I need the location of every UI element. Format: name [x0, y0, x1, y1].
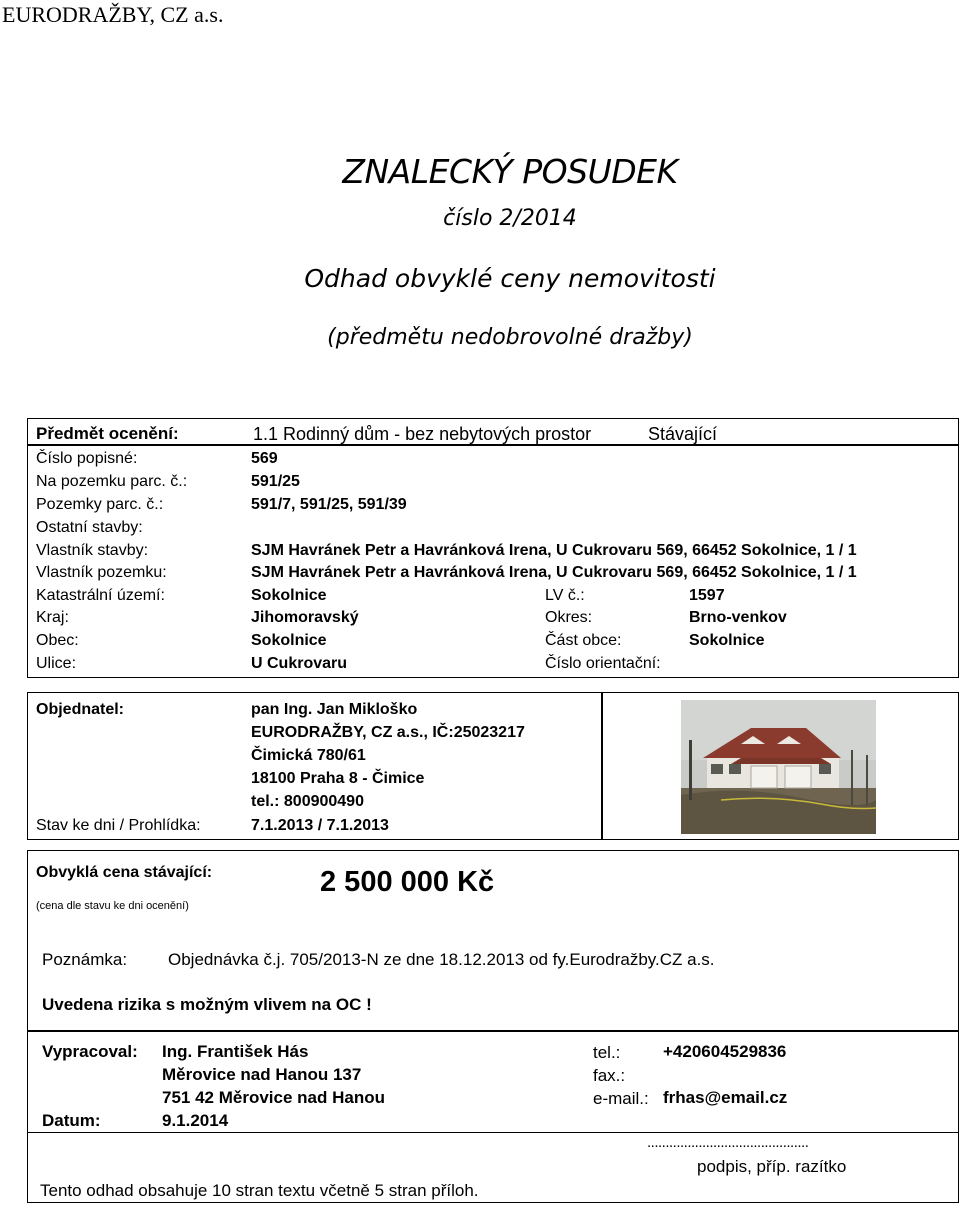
vlastnik-pozemku-value: SJM Havránek Petr a Havránková Irena, U Cukrovaru 569, 66452 Sokolnice, 1 / 1	[251, 564, 857, 581]
client-label: Objednatel:	[36, 701, 125, 718]
stav-value: 7.1.2013 / 7.1.2013	[251, 817, 389, 834]
tel-value: +420604529836	[663, 1042, 787, 1061]
cislo-popisne-label: Číslo popisné:	[36, 450, 138, 467]
okres-value: Brno-venkov	[689, 609, 787, 626]
na-pozemku-value: 591/25	[251, 473, 300, 490]
client-line-4: 18100 Praha 8 - Čimice	[251, 770, 425, 787]
price-value: 2 500 000 Kč	[320, 866, 495, 898]
price-note: (cena dle stavu ke dni ocenění)	[36, 900, 189, 912]
remark-value: Objednávka č.j. 705/2013-N ze dne 18.12.2013 od fy.Eurodražby.CZ a.s.	[168, 950, 715, 969]
client-line-1: pan Ing. Jan Mikloško	[251, 701, 418, 718]
house-photo	[681, 700, 876, 834]
author-line-3: 751 42 Měrovice nad Hanou	[162, 1088, 385, 1107]
date-value: 9.1.2014	[162, 1111, 229, 1130]
ostatni-stavby-label: Ostatní stavby:	[36, 519, 143, 536]
document-subtitle: Odhad obvyklé ceny nemovitosti	[304, 264, 716, 293]
tel-label: tel.:	[593, 1043, 621, 1062]
vlastnik-pozemku-label: Vlastník pozemku:	[36, 564, 167, 581]
author-label: Vypracoval:	[42, 1042, 138, 1061]
risks-note: Uvedena rizika s možným vlivem na OC !	[42, 995, 372, 1014]
katastralni-uzemi-label: Katastrální území:	[36, 587, 165, 604]
pozemky-label: Pozemky parc. č.:	[36, 496, 164, 513]
cast-obce-value: Sokolnice	[689, 632, 765, 649]
cast-obce-label: Část obce:	[545, 632, 622, 649]
subject-status: Stávající	[648, 424, 718, 444]
author-line-1: Ing. František Hás	[162, 1042, 309, 1061]
ulice-value: U Cukrovaru	[251, 655, 348, 672]
email-value: frhas@email.cz	[663, 1088, 788, 1107]
email-label: e-mail.:	[593, 1089, 649, 1108]
document-subtitle-2: (předmětu nedobrovolné dražby)	[327, 325, 693, 350]
na-pozemku-label: Na pozemku parc. č.:	[36, 473, 188, 490]
signature-line: ............................................	[647, 1134, 809, 1151]
okres-label: Okres:	[545, 609, 593, 626]
document-title: ZNALECKÝ POSUDEK	[342, 152, 678, 191]
client-line-2: EURODRAŽBY, CZ a.s., IČ:25023217	[251, 724, 525, 741]
signature-label: podpis, příp. razítko	[697, 1157, 847, 1176]
lv-label: LV č.:	[545, 587, 585, 604]
date-label: Datum:	[42, 1111, 101, 1130]
author-line-2: Měrovice nad Hanou 137	[162, 1065, 362, 1084]
client-line-3: Čimická 780/61	[251, 747, 366, 764]
lv-value: 1597	[689, 587, 725, 604]
katastralni-uzemi-value: Sokolnice	[251, 587, 327, 604]
subject-label: Předmět ocenění:	[36, 424, 179, 443]
footer-note: Tento odhad obsahuje 10 stran textu včetně 5 stran příloh.	[40, 1181, 479, 1200]
vlastnik-stavby-label: Vlastník stavby:	[36, 542, 149, 559]
subject-value: 1.1 Rodinný dům - bez nebytových prostor	[253, 424, 592, 444]
kraj-value: Jihomoravský	[251, 609, 359, 626]
author-divider	[27, 1030, 959, 1032]
obec-label: Obec:	[36, 632, 79, 649]
remark-label: Poznámka:	[42, 950, 128, 969]
company-header: EURODRAŽBY, CZ a.s.	[2, 2, 224, 27]
client-line-5: tel.: 800900490	[251, 793, 364, 810]
ulice-label: Ulice:	[36, 655, 77, 672]
price-label: Obvyklá cena stávající:	[36, 864, 213, 881]
stav-label: Stav ke dni / Prohlídka:	[36, 817, 201, 834]
kraj-label: Kraj:	[36, 609, 69, 626]
vlastnik-stavby-value: SJM Havránek Petr a Havránková Irena, U Cukrovaru 569, 66452 Sokolnice, 1 / 1	[251, 542, 857, 559]
fax-label: fax.:	[593, 1066, 626, 1085]
cislo-popisne-value: 569	[251, 450, 278, 467]
pozemky-value: 591/7, 591/25, 591/39	[251, 496, 407, 513]
obec-value: Sokolnice	[251, 632, 327, 649]
document-number: číslo 2/2014	[443, 206, 577, 231]
client-divider	[601, 692, 603, 840]
cislo-orientacni-label: Číslo orientační:	[545, 655, 661, 672]
